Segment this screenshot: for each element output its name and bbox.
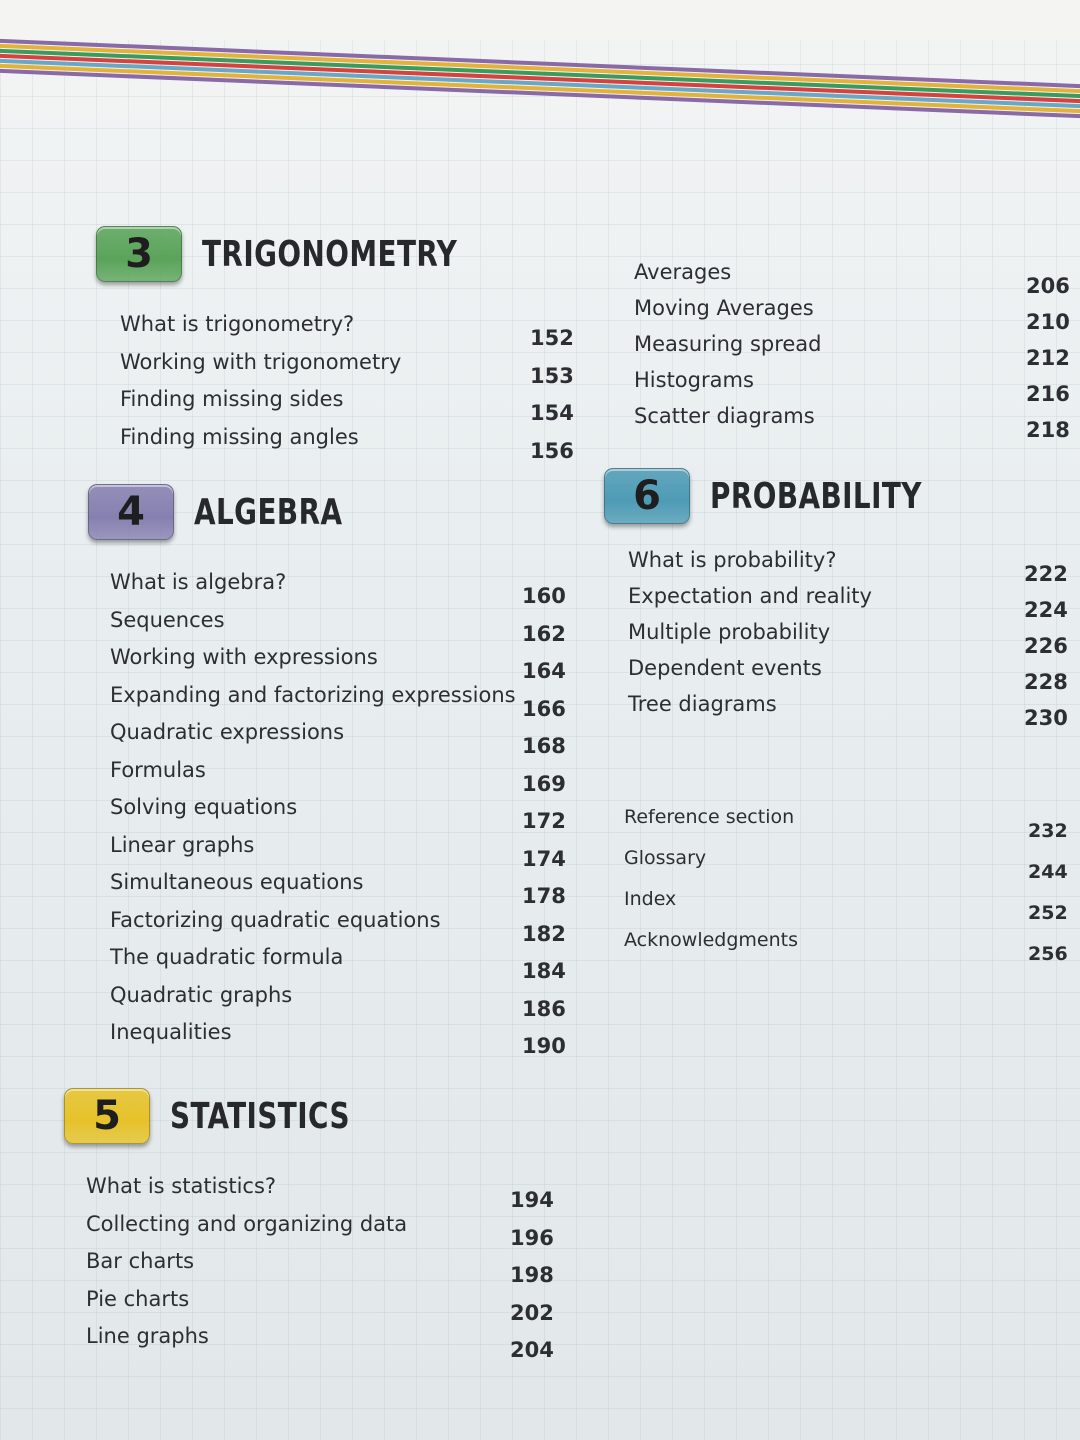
- toc-entry: [624, 888, 1074, 929]
- toc-entry-page-number: 206: [1026, 274, 1070, 298]
- toc-entry-title: Working with expressions: [110, 645, 378, 669]
- toc-entry-title: Bar charts: [86, 1249, 195, 1273]
- toc-entry-page-number: 224: [1024, 598, 1068, 622]
- toc-entry-page-number: 168: [522, 734, 566, 758]
- toc-entry: [110, 570, 580, 608]
- back-matter-entries: [624, 806, 1074, 970]
- chapter-entries-statistics: [86, 1174, 566, 1362]
- toc-entry: [628, 656, 1074, 692]
- toc-entry-title: Linear graphs: [110, 832, 255, 857]
- toc-entry-page-number: 230: [1024, 706, 1068, 730]
- toc-entry: [110, 608, 580, 646]
- toc-entry-page-number: 210: [1026, 310, 1070, 334]
- chapter-heading-probability: [604, 468, 956, 524]
- toc-entry: [634, 260, 1074, 296]
- toc-entry: [110, 833, 580, 871]
- toc-entry-page-number: 232: [1028, 820, 1068, 842]
- toc-entry-title: Quadratic expressions: [110, 720, 345, 744]
- toc-entry-title: Reference section: [624, 806, 795, 828]
- toc-entry-title: Expanding and factorizing expressions: [110, 682, 516, 707]
- toc-entry-title: Index: [624, 888, 677, 910]
- toc-entry-page-number: 204: [510, 1338, 554, 1362]
- toc-entry-page-number: 152: [530, 326, 574, 350]
- toc-entry-title: Quadratic graphs: [110, 982, 293, 1007]
- toc-entry-page-number: 182: [522, 921, 566, 946]
- toc-entry-page-number: 198: [510, 1263, 554, 1287]
- toc-entry-title: Formulas: [110, 757, 206, 782]
- toc-entry-page-number: 184: [522, 959, 566, 983]
- toc-entry-page-number: 256: [1028, 943, 1068, 965]
- toc-entry-page-number: 244: [1028, 861, 1068, 883]
- toc-entry-title: What is trigonometry?: [120, 312, 355, 336]
- chapter-heading-trigonometry: [96, 226, 499, 282]
- toc-entry-page-number: 202: [510, 1300, 554, 1325]
- toc-entry: [634, 332, 1074, 368]
- toc-entry: [624, 929, 1074, 970]
- toc-entry-page-number: 178: [522, 884, 566, 908]
- toc-entry-title: What is statistics?: [86, 1174, 277, 1198]
- toc-entry-page-number: 190: [522, 1034, 566, 1058]
- toc-entry-page-number: 164: [522, 659, 566, 683]
- toc-entry-title: Multiple probability: [628, 620, 831, 644]
- toc-entry: [86, 1174, 566, 1212]
- toc-entry: [110, 795, 580, 833]
- toc-entry: [628, 692, 1074, 728]
- toc-entry: [110, 758, 580, 796]
- toc-entry-title: Line graphs: [86, 1324, 209, 1348]
- toc-entry-title: Glossary: [624, 847, 707, 869]
- toc-entry: [110, 1020, 580, 1058]
- toc-entry: [110, 870, 580, 908]
- toc-entry-title: Acknowledgments: [624, 929, 798, 951]
- chapter-title: PROBABILITY: [710, 475, 922, 517]
- toc-entry: [628, 548, 1074, 584]
- toc-entry: [628, 620, 1074, 656]
- toc-entry: [120, 387, 580, 425]
- toc-entry-title: Pie charts: [86, 1286, 190, 1311]
- toc-entry: [110, 945, 580, 983]
- toc-entry: [110, 645, 580, 683]
- toc-entry-page-number: 226: [1024, 634, 1068, 658]
- toc-entry-page-number: 228: [1024, 670, 1068, 694]
- chapter-heading-algebra: [88, 484, 367, 540]
- toc-entry-page-number: 160: [522, 584, 566, 608]
- toc-entry-page-number: 212: [1026, 346, 1070, 370]
- toc-entry: [110, 683, 580, 721]
- toc-entry-page-number: 216: [1026, 382, 1070, 406]
- toc-entry-title: Factorizing quadratic equations: [110, 907, 441, 932]
- toc-entry-title: Solving equations: [110, 795, 298, 819]
- toc-entry: [628, 584, 1074, 620]
- chapter-entries-statistics-continued: [634, 260, 1074, 440]
- toc-entry: [120, 350, 580, 388]
- toc-entry-page-number: 162: [522, 621, 566, 646]
- toc-entry-title: The quadratic formula: [110, 945, 344, 969]
- toc-entry-title: What is probability?: [628, 548, 837, 572]
- toc-entry-title: Scatter diagrams: [634, 404, 815, 428]
- toc-entry-title: Sequences: [110, 607, 225, 632]
- chapter-title: TRIGONOMETRY: [202, 233, 458, 275]
- toc-entry: [86, 1287, 566, 1325]
- chapter-entries-algebra: [110, 570, 580, 1058]
- toc-entry-page-number: 153: [530, 363, 574, 388]
- toc-entry: [624, 847, 1074, 888]
- chapter-number-badge: 5: [64, 1088, 150, 1144]
- toc-entry: [624, 806, 1074, 847]
- toc-entry-title: Tree diagrams: [628, 692, 777, 716]
- toc-entry-page-number: 166: [522, 696, 566, 721]
- chapter-number-badge: 6: [604, 468, 690, 524]
- toc-entry: [634, 404, 1074, 440]
- toc-entry-title: Simultaneous equations: [110, 870, 364, 894]
- toc-entry: [120, 312, 580, 350]
- chapter-entries-probability: [628, 548, 1074, 728]
- toc-entry: [86, 1212, 566, 1250]
- toc-entry-title: Measuring spread: [634, 332, 822, 356]
- toc-entry: [110, 908, 580, 946]
- toc-entry-title: Expectation and reality: [628, 584, 872, 608]
- chapter-number-badge: 3: [96, 226, 182, 282]
- toc-entry-page-number: 218: [1026, 418, 1070, 442]
- toc-entry-page-number: 252: [1028, 902, 1068, 924]
- toc-entry-page-number: 172: [522, 809, 566, 833]
- toc-entry: [86, 1324, 566, 1362]
- toc-entry: [120, 425, 580, 463]
- toc-entry-page-number: 196: [510, 1225, 554, 1250]
- toc-entry-title: Finding missing angles: [120, 424, 359, 449]
- decorative-stripes: [0, 38, 1080, 120]
- toc-entry-title: Moving Averages: [634, 296, 814, 320]
- toc-entry-title: Collecting and organizing data: [86, 1211, 408, 1236]
- toc-entry: [110, 720, 580, 758]
- toc-entry-page-number: 174: [522, 846, 566, 871]
- toc-entry: [86, 1249, 566, 1287]
- toc-entry: [634, 296, 1074, 332]
- toc-entry: [634, 368, 1074, 404]
- toc-entry-title: Finding missing sides: [120, 387, 344, 411]
- toc-entry-page-number: 194: [510, 1188, 554, 1212]
- toc-entry-title: Dependent events: [628, 656, 822, 680]
- toc-entry-page-number: 154: [530, 401, 574, 425]
- toc-entry: [110, 983, 580, 1021]
- toc-entry-page-number: 222: [1024, 562, 1068, 586]
- toc-entry-title: What is algebra?: [110, 570, 287, 594]
- chapter-entries-trigonometry: [120, 312, 580, 462]
- chapter-title: ALGEBRA: [194, 491, 343, 533]
- toc-entry-page-number: 169: [522, 771, 566, 796]
- page-top-margin: [0, 0, 1080, 40]
- toc-entry-title: Averages: [634, 260, 732, 284]
- chapter-number-badge: 4: [88, 484, 174, 540]
- toc-entry-title: Inequalities: [110, 1020, 232, 1044]
- toc-entry-title: Histograms: [634, 368, 754, 392]
- chapter-title: STATISTICS: [170, 1095, 350, 1137]
- toc-entry-page-number: 156: [530, 438, 574, 463]
- chapter-heading-statistics: [64, 1088, 379, 1144]
- toc-entry-title: Working with trigonometry: [120, 349, 402, 374]
- toc-entry-page-number: 186: [522, 996, 566, 1021]
